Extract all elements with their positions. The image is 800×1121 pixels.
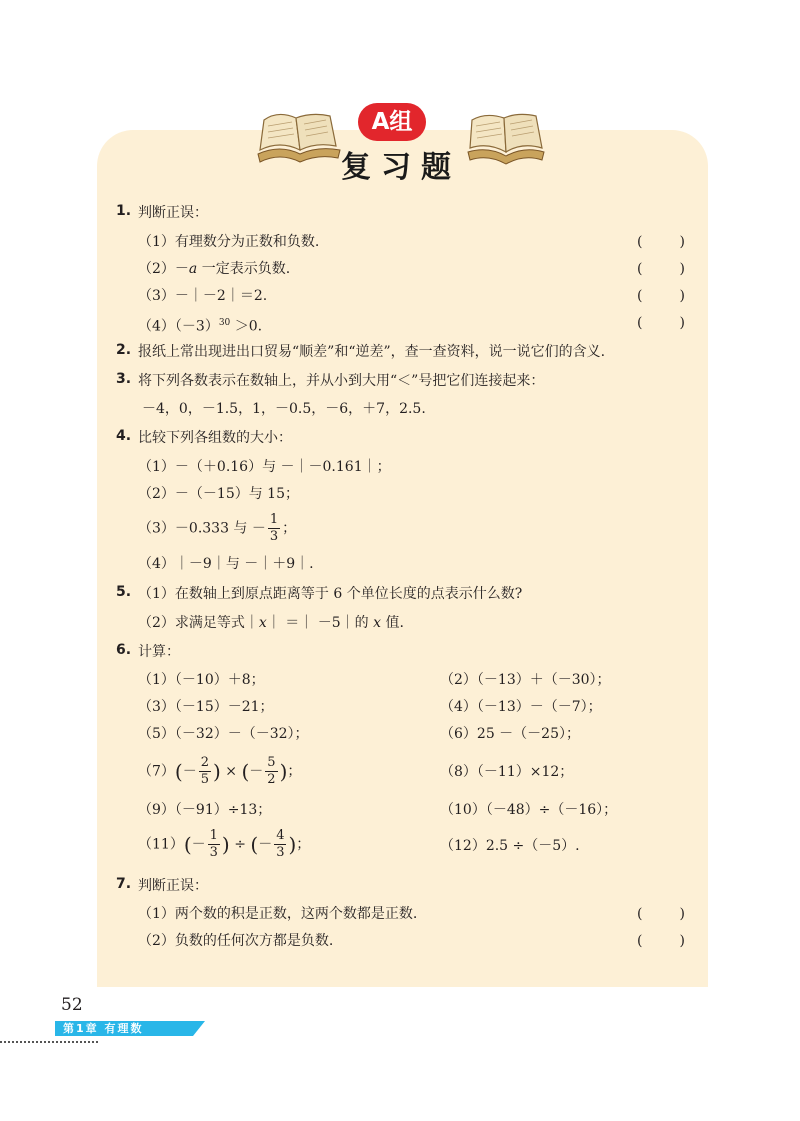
question-number: 2. [116, 342, 132, 358]
page-number: 52 [61, 995, 83, 1015]
fraction: $\frac{5}{2}$ [267, 755, 276, 787]
open-book-icon [466, 112, 546, 168]
section-header [0, 0, 800, 190]
fraction: $\frac{1}{3}$ [269, 512, 279, 544]
sub-question: （2）负数的任何次方都是负数. [138, 933, 334, 949]
fraction: $\frac{2}{5}$ [200, 755, 210, 787]
group-badge: A组 [358, 103, 426, 141]
question-number: 4. [116, 428, 132, 444]
question-number: 6. [116, 642, 132, 658]
question-number: 7. [116, 876, 132, 892]
fraction: $\frac{1}{3}$ [209, 828, 218, 860]
expression: （12）2.5 ÷（－5）. [440, 838, 580, 854]
question-number: 3. [116, 371, 132, 387]
sub-question: （1）在数轴上到原点距离等于 6 个单位长度的点表示什么数? [138, 586, 523, 602]
expression: （11）(－ $\frac{1}{3}$ ) ÷ (－ $\frac{4}{3}$ )； [138, 828, 311, 860]
question-number: 1. [116, 203, 132, 219]
question-text: 判断正误： [138, 205, 208, 221]
sub-question: （2）－a 一定表示负数. [138, 261, 291, 277]
sub-question: （1）－（＋0.16）与 －｜－0.161｜； [138, 459, 391, 475]
sub-question: （1）有理数分为正数和负数. [138, 234, 320, 250]
question-text: 判断正误： [138, 878, 208, 894]
sub-question: （2）－（－15）与 15； [138, 486, 299, 502]
answer-blank[interactable]: ( ) [637, 315, 685, 331]
expression: （9）（－91）÷13； [138, 802, 272, 818]
sub-question: （2）求满足等式｜x｜ ＝｜ －5｜的 x 值. [138, 615, 404, 631]
expression: （10）（－48）÷（－16）； [440, 802, 618, 818]
chapter-label: 第1章 有理数 [63, 1022, 144, 1035]
question-text: 比较下列各组数的大小： [138, 430, 292, 446]
expression: （3）（－15）－21； [138, 699, 274, 715]
answer-blank[interactable]: ( ) [637, 288, 685, 304]
answer-blank[interactable]: ( ) [637, 234, 685, 250]
expression: （7）(－ $\frac{2}{5}$ ) × (－ $\frac{5}{2}$ )； [138, 755, 302, 787]
expression: （1）（－10）＋8； [138, 672, 265, 688]
sub-question: （3）－0.333 与 － $\frac{1}{3}$ ； [138, 512, 297, 544]
question-text: 报纸上常出现进出口贸易“顺差”和“逆差”，查一查资料，说一说它们的含义. [138, 344, 606, 360]
question-text: 将下列各数表示在数轴上，并从小到大用“＜”号把它们连接起来： [138, 373, 545, 389]
expression: （2）（－13）＋（－30）； [440, 672, 611, 688]
number-list: －4，0，－1.5，1，－0.5，－6，＋7，2.5. [142, 401, 426, 417]
dotted-divider [0, 1041, 98, 1045]
expression: （4）（－13）－（－7）； [440, 699, 602, 715]
answer-blank[interactable]: ( ) [637, 906, 685, 922]
sub-question: （1）两个数的积是正数，这两个数都是正数. [138, 906, 418, 922]
sub-question: （4）｜－9｜与 －｜＋9｜. [138, 556, 314, 572]
question-text: 计算： [138, 644, 180, 660]
fraction: $\frac{4}{3}$ [276, 828, 285, 860]
expression: （6）25 －（－25）； [440, 726, 580, 742]
expression: （8）（－11）×12； [440, 764, 574, 780]
answer-blank[interactable]: ( ) [637, 933, 685, 949]
answer-blank[interactable]: ( ) [637, 261, 685, 277]
sub-question: $(4)(-3)^{30} >0$. [138, 318, 263, 335]
question-number: 5. [116, 584, 132, 600]
open-book-icon [256, 110, 342, 166]
sub-question: （3）－｜－2｜＝2. [138, 288, 268, 304]
section-title: 复习题 [341, 150, 461, 185]
expression: （5）（－32）－（－32）； [138, 726, 309, 742]
